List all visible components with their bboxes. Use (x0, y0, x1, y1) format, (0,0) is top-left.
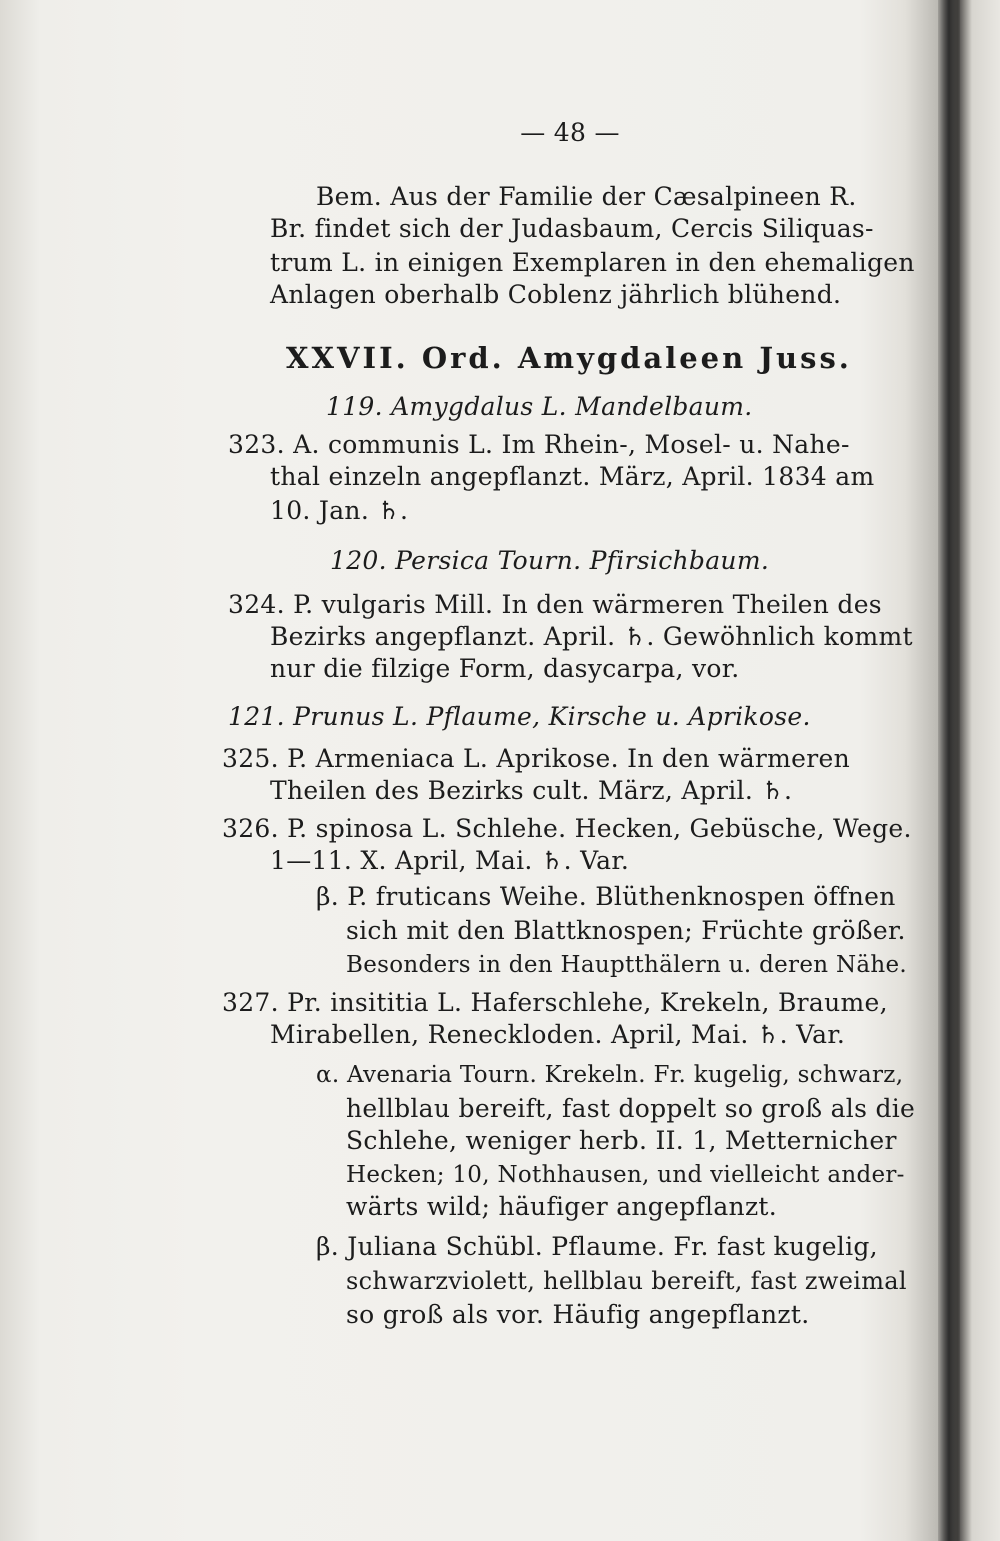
genus-heading-120: 120. Persica Tourn. Pfirsichbaum. (330, 546, 770, 575)
variety-327-beta-line-1: β. Juliana Schübl. Pflaume. Fr. fast kugelig, (316, 1232, 878, 1261)
species-324-line-3: nur die filzige Form, dasycarpa, vor. (270, 654, 740, 683)
variety-326-beta-line-1: β. P. fruticans Weihe. Blüthenknospen öffnen (316, 882, 896, 911)
variety-326-beta-line-2: sich mit den Blattknospen; Früchte größer. (346, 916, 906, 945)
page-number: — 48 — (520, 118, 620, 147)
genus-heading-119: 119. Amygdalus L. Mandelbaum. (326, 392, 753, 421)
species-325-line-1: 325. P. Armeniaca L. Aprikose. In den wärmeren (222, 744, 851, 773)
note-line-1: Bem. Aus der Familie der Cæsalpineen R. (316, 182, 857, 211)
variety-327-beta-line-2: schwarzviolett, hellblau bereift, fast zweimal (346, 1267, 907, 1295)
species-326-line-2: 1—11. X. April, Mai. ♄. Var. (270, 846, 630, 875)
variety-327-beta-line-3: so groß als vor. Häufig angepflanzt. (346, 1300, 810, 1329)
note-line-4: Anlagen oberhalb Coblenz jährlich blühend. (270, 280, 842, 309)
genus-heading-121: 121. Prunus L. Pflaume, Kirsche u. Aprikose. (228, 702, 811, 731)
variety-327-alpha-line-2: hellblau bereift, fast doppelt so groß als die (346, 1094, 916, 1123)
note-line-3: trum L. in einigen Exemplaren in den ehemaligen (270, 248, 915, 277)
species-323-line-1: 323. A. communis L. Im Rhein-, Mosel- u. Nahe- (228, 430, 850, 459)
species-323-line-2: thal einzeln angepflanzt. März, April. 1834 am (270, 462, 875, 491)
order-heading: XXVII. Ord. Amygdaleen Juss. (286, 341, 852, 375)
species-325-line-2: Theilen des Bezirks cult. März, April. ♄. (270, 776, 793, 805)
species-324-line-1: 324. P. vulgaris Mill. In den wärmeren Theilen des (228, 590, 882, 619)
species-323-line-3: 10. Jan. ♄. (270, 496, 409, 525)
variety-327-alpha-line-4: Hecken; 10, Nothhausen, und vielleicht ander- (346, 1162, 905, 1188)
species-327-line-2: Mirabellen, Reneckloden. April, Mai. ♄. Var. (270, 1020, 846, 1049)
variety-327-alpha-line-5: wärts wild; häufiger angepflanzt. (346, 1192, 778, 1221)
note-line-2: Br. findet sich der Judasbaum, Cercis Siliquas- (270, 214, 874, 243)
species-327-line-1: 327. Pr. insititia L. Haferschlehe, Krekeln, Braume, (222, 988, 888, 1017)
variety-326-beta-line-3: Besonders in den Hauptthälern u. deren Nähe. (346, 952, 908, 978)
variety-327-alpha-line-3: Schlehe, weniger herb. II. 1, Metternicher (346, 1126, 897, 1155)
species-324-line-2: Bezirks angepflanzt. April. ♄. Gewöhnlich kommt (270, 622, 913, 651)
species-326-line-1: 326. P. spinosa L. Schlehe. Hecken, Gebüsche, Wege. (222, 814, 912, 843)
variety-327-alpha-line-1: α. Avenaria Tourn. Krekeln. Fr. kugelig, schwarz, (316, 1062, 904, 1088)
